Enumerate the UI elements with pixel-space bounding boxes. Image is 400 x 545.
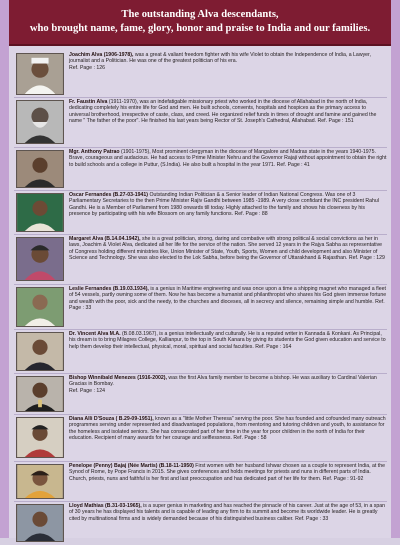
page-reference: Ref. Page : 124	[69, 387, 106, 394]
entry-text	[69, 191, 387, 217]
list-item	[14, 148, 387, 191]
page-reference: Ref. Page : 41	[276, 161, 310, 168]
page-reference: Ref. Page : 88	[234, 210, 268, 217]
person-name: Bishop Winnibald Menezes (1916-2002),	[69, 375, 167, 381]
person-name: Leslie Fernandes (B.19.03.1934),	[69, 286, 149, 292]
list-item	[14, 51, 387, 98]
person-description: was the first Alva family member to become a bishop. He was auxiliary to Cardinal Valerian Gracias in Bombay.	[69, 375, 377, 388]
list-item	[14, 191, 387, 235]
entry-text	[69, 98, 387, 124]
page-reference: Ref. Page : 151	[317, 117, 354, 124]
list-item	[14, 374, 387, 415]
person-description: First women with her husband Ishwar chosen as a couple to represent India, at the Synod of Rome, by Pope Francis in 2015. She gives conferences and holds meetings for priests and nuns in different parts of India. Church, priests, nuns and faithful is her first and last preoccupation and has dedicated part of her life for them.	[69, 463, 386, 482]
portrait-photo	[16, 464, 64, 499]
person-description: she is a great politician, strong, daring and combative with strong political & social convictions as her in laws, Joachim & Violet Alva, dedicated all her life for the service of the nation. She served 12 years in the Rajya Sabha as representative of Congress holding different ministries like, Union Minister of State, Youth, Sports, Women and child development and also Minister of Science and Technology. She was also elected to the Lok Sabha, before being the Governor of Uttarakhand & Rajasthan.	[69, 236, 383, 261]
person-name: Lloyd Mathias (B.31-03-1965),	[69, 503, 142, 509]
person-name: Margaret Alva (B.14.04.1942),	[69, 236, 141, 242]
person-description: Outstanding Indian Politician & a Senior leader of Indian National Congress. Was one of 3 Parliamentary Secretaries to the then Prime Minister Rajiv Gandhi between 1985 -1989. A very close confidant the INC president Rahul Gandhi. He is a Member of Parliament from 1980 onwards till today. Highly attached to the family and shows his closeness by his presence by participating with his wife Blossom on any family functions.	[69, 192, 379, 217]
person-description: (1901-1975), Most prominent clergyman in the diocese of Mangalore and Madras state in the years 1940-1975. Brave, courageous and audacious. He had access to Prime Minister Nehru and the Governor Rajaji without appointment to obtain the right to build schools and a college in Puttur, (S.India). He also built a hospital in the year 1971.	[69, 149, 387, 168]
page-reference: Ref. Page : 126	[69, 64, 106, 71]
entry-text	[69, 148, 387, 168]
list-item	[14, 98, 387, 148]
page-reference: Ref. Page : 164	[255, 343, 292, 350]
person-description: (B.08.03.1967), is a genius intellectually and culturally. He is a reputed writer in Kannada & Konkani. As Principal, his dream is to bring Milagres College, Kallianpur, to the top in South Kanara by giving its students the God given education and service to help them develop their intellectual, physical, moral, spiritual and social faculties.	[69, 331, 386, 350]
person-name: Fr. Faustin Alva	[69, 99, 108, 105]
header-line-2: who brought name, fame, glory, honor and praise to India and our families.	[29, 23, 371, 34]
person-description: is a super genius in marketing and has reached the pinnacle of his career. Just at the age of 53, in a span of 30 years he has displayed his talents and is capable of leading any firm to its summit and become its worldwide leader. He is greatly cited by multinational firms and is widely demanded because of his distinguished business caliber.	[69, 503, 386, 522]
portrait-photo	[16, 376, 64, 412]
portrait-photo	[16, 417, 64, 458]
person-description: is a genius in Maritime engineering and was once upon a time a shipping magnet who managed a fleet of 54 vessels, partly owning some of them. Now he has become a humanist and philanthropist who shares his God given immense fortune and wealth with the poor, sick and the needy, to the churches and dioceses, all in secrecy and silence, remaining simple and humble.	[69, 286, 387, 305]
entry-text	[69, 502, 387, 522]
person-name: Diana Alli D'Souza ( B.29-09-1951),	[69, 416, 154, 422]
entry-text	[69, 235, 387, 261]
person-description: was a great & valiant freedom fighter with his wife Violet to obtain the Independence of India, a Lawyer, journalist and a Politician. He was one of the greatest politician of his era.	[69, 52, 371, 65]
person-description: (1911-1970), was an indefatigable missionary priest who worked in the diocese of Allahabad in the north of India, dedicating completely his entire life for God and men. He built schools, convents, hospitals and hospices as the primary access to universal brotherhood, irrespective of caste, class, and creed. He organized relief funds in times of drought and famine and gained the name " The father of the poor". He finished his last years being Rector of St. Joseph's Cathedral, Allahabad.	[69, 99, 377, 124]
list-item	[14, 330, 387, 374]
page-reference: Ref. Page : 129	[348, 254, 385, 261]
portrait-photo	[16, 287, 64, 327]
entry-text	[69, 415, 387, 441]
list-item	[14, 462, 387, 502]
page-reference: Ref. Page : 33	[69, 298, 385, 311]
list-item	[14, 285, 387, 330]
portrait-photo	[16, 504, 64, 542]
portrait-photo	[16, 193, 64, 232]
entry-text	[69, 51, 387, 71]
person-name: Joachim Alva (1906-1978),	[69, 52, 134, 58]
page-reference: Ref. Page : 58	[233, 434, 267, 441]
person-name: Oscar Fernandes (B.27-03-1941)	[69, 192, 149, 198]
entry-text	[69, 462, 387, 482]
person-description: known as a "little Mother Theresa" serving the poor. She has founded and cofounded many outreach programmes serving under represented and disadvantaged populations, from mentoring and tutoring children and youth, to assistance for the homeless and isolated seniors. She has consecrated part of her time in the year for poor children in the north of India for their education. Recipient of many awards for her courage and selflessness.	[69, 416, 386, 441]
person-name: Mgr. Anthony Patrao	[69, 149, 120, 155]
page-reference: Ref. Page : 91-92	[322, 475, 364, 482]
entry-text	[69, 374, 387, 394]
list-item	[14, 415, 387, 462]
entry-text	[69, 285, 387, 311]
descendants-list	[9, 46, 391, 545]
portrait-photo	[16, 100, 64, 144]
header-line-1: The outstanding Alva descendants,	[121, 9, 279, 20]
entry-text	[69, 330, 387, 350]
list-item	[14, 235, 387, 285]
list-item	[14, 502, 387, 545]
person-name: Penelope (Penny) Bajaj (Née Martis) (B.18-11-1950)	[69, 463, 194, 469]
page-reference: Ref. Page : 33	[295, 515, 329, 522]
portrait-photo	[16, 53, 64, 95]
portrait-photo	[16, 150, 64, 188]
portrait-photo	[16, 332, 64, 371]
person-name: Dr. Vincent Alva M.A.	[69, 331, 121, 337]
page-header	[9, 0, 391, 46]
portrait-photo	[16, 237, 64, 281]
